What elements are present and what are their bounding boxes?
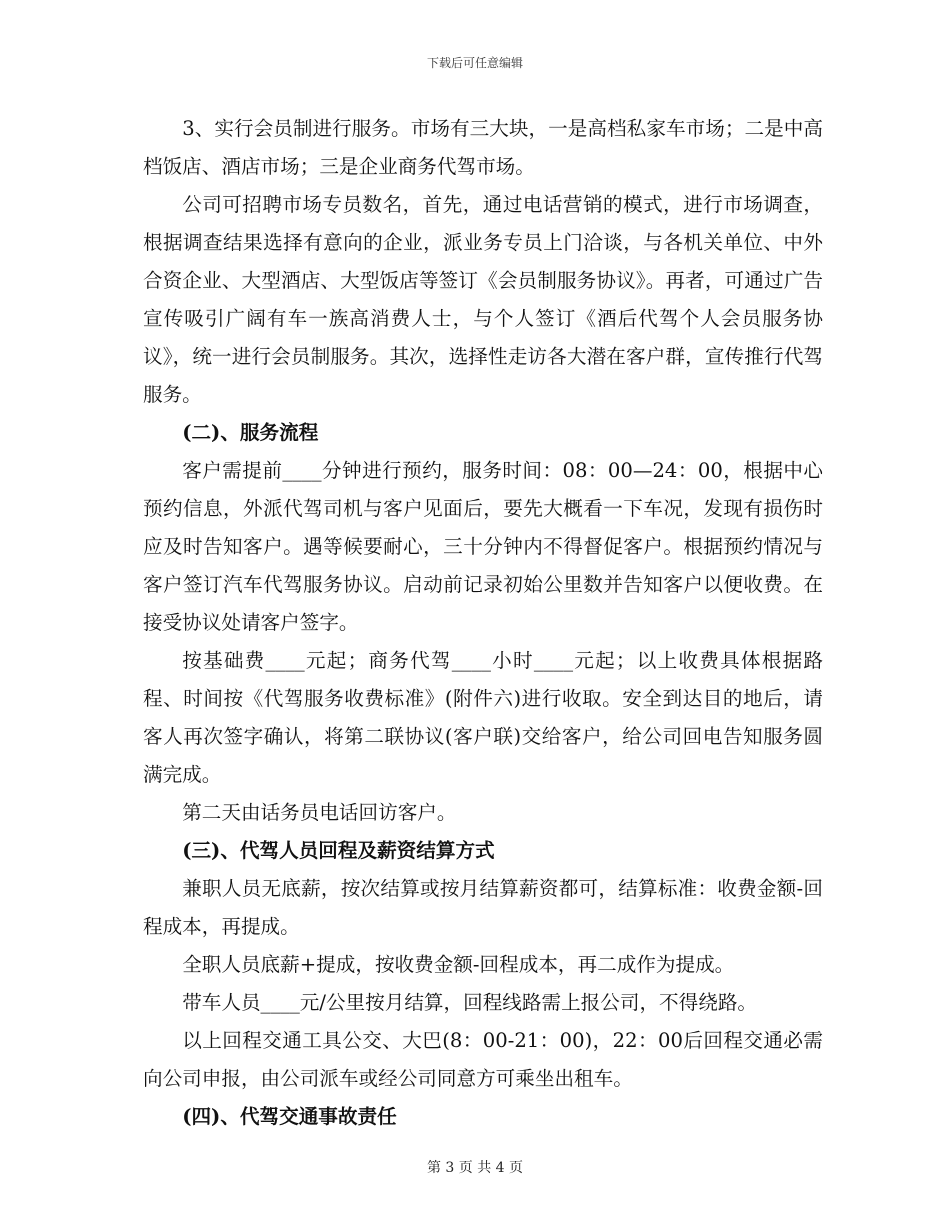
- paragraph-transport: 以上回程交通工具公交、大巴(8：00-21：00)，22：00后回程交通必需向公司申报，由公司派车或经公司同意方可乘坐出租车。: [143, 1029, 823, 1090]
- page-header: 下载后可任意编辑: [426, 56, 523, 70]
- paragraph-car-staff: 带车人员____元/公里按月结算，回程线路需上报公司，不得绕路。: [182, 991, 758, 1014]
- paragraph-full-time: 全职人员底薪+提成，按收费金额-回程成本，再二成作为提成。: [182, 953, 735, 976]
- document-body: [143, 110, 823, 1136]
- paragraph-membership: 3、实行会员制进行服务。市场有三大块，一是高档私家车市场；二是中高档饭店、酒店市场；三是企业商务代驾市场。: [143, 117, 823, 178]
- page-footer: 第 3 页 共 4 页: [426, 1160, 524, 1176]
- paragraph-fees: 按基础费____元起；商务代驾____小时____元起；以上收费具体根据路程、时间按《代驾服务收费标准》(附件六)进行收取。安全到达目的地后，请客人再次签字确认，将第二联协议(客户联)交给客户，给公司回电告知服务圆满完成。: [143, 649, 823, 786]
- paragraph-followup: 第二天由话务员电话回访客户。: [182, 801, 457, 824]
- paragraph-recruitment: 公司可招聘市场专员数名，首先，通过电话营销的模式，进行市场调查，根据调查结果选择有意向的企业，派业务专员上门洽谈，与各机关单位、中外合资企业、大型酒店、大型饭店等签订《会员制服务协议》。再者，可通过广告宣传吸引广阔有车一族高消费人士，与个人签订《酒后代驾个人会员服务协议》，统一进行会员制服务。其次，选择性走访各大潜在客户群，宣传推行代驾服务。: [143, 193, 823, 406]
- paragraph-booking: 客户需提前____分钟进行预约，服务时间：08：00—24：00，根据中心预约信息，外派代驾司机与客户见面后，要先大概看一下车况，发现有损伤时应及时告知客户。遇等候要耐心，三十分钟内不得督促客户。根据预约情况与客户签订汽车代驾服务协议。启动前记录初始公里数并告知客户以便收费。在接受协议处请客户签字。: [143, 459, 823, 634]
- section-heading-return-and-pay: (三)、代驾人员回程及薪资结算方式: [182, 839, 495, 862]
- section-heading-accident-liability: (四)、代驾交通事故责任: [182, 1105, 397, 1128]
- section-heading-service-process: (二)、服务流程: [182, 421, 319, 444]
- paragraph-part-time: 兼职人员无底薪，按次结算或按月结算薪资都可，结算标准：收费金额-回程成本，再提成。: [143, 877, 823, 938]
